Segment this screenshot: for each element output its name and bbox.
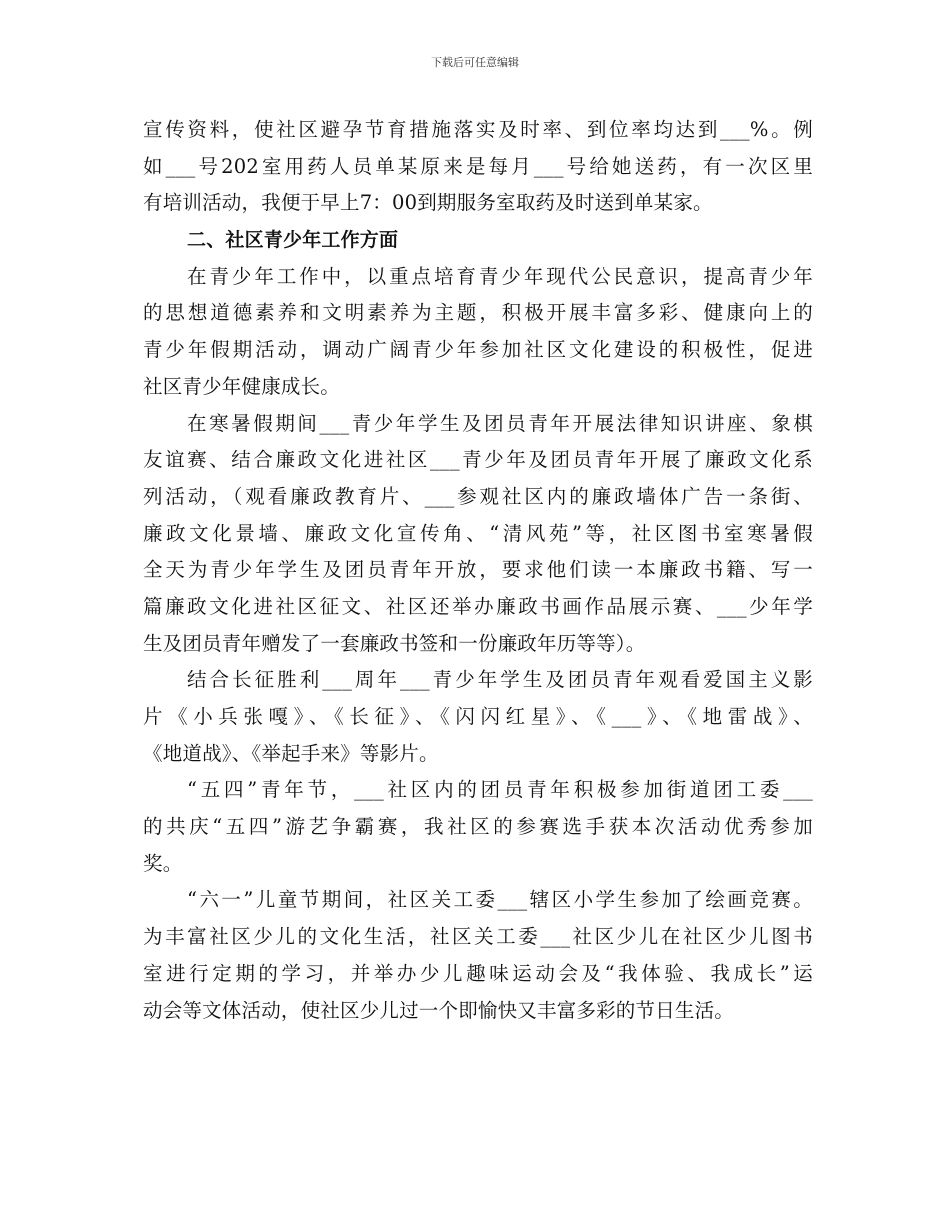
paragraph-line: 《地道战》、《举起手来》等影片。 bbox=[143, 741, 439, 765]
paragraph-line: “五四”青年节，___社区内的团员青年积极参加街道团工委___ bbox=[187, 778, 813, 802]
paragraph-line: 动会等文体活动，使社区少儿过一个即愉快又丰富多彩的节日生活。 bbox=[143, 998, 735, 1022]
paragraph-line: 如___号202室用药人员单某原来是每月___号给她送药，有一次区里 bbox=[143, 154, 813, 178]
paragraph-line: “六一”儿童节期间，社区关工委___辖区小学生参加了绘画竞赛。 bbox=[187, 888, 813, 912]
page-header: 下载后可任意编辑 bbox=[431, 56, 519, 69]
document-body bbox=[143, 112, 813, 1029]
paragraph-line: 生及团员青年赠发了一套廉政书签和一份廉政年历等等）。 bbox=[143, 631, 646, 655]
paragraph-line: 结合长征胜利___周年___青少年学生及团员青年观看爱国主义影 bbox=[187, 668, 813, 692]
paragraph-line: 篇廉政文化进社区征文、社区还举办廉政书画作品展示赛、___少年学 bbox=[143, 594, 813, 618]
paragraph-line: 有培训活动，我便于早上7：00到期服务室取药及时送到单某家。 bbox=[143, 191, 713, 215]
paragraph-line: 全天为青少年学生及团员青年开放，要求他们读一本廉政书籍、写一 bbox=[143, 558, 813, 582]
paragraph-line: 室进行定期的学习，并举办少儿趣味运动会及“我体验、我成长”运 bbox=[143, 961, 813, 985]
section-heading: 二、社区青少年工作方面 bbox=[187, 229, 399, 252]
paragraph-line: 在寒暑假期间___青少年学生及团员青年开展法律知识讲座、象棋 bbox=[187, 411, 813, 435]
paragraph-line: 在青少年工作中，以重点培育青少年现代公民意识，提高青少年 bbox=[187, 264, 813, 288]
paragraph-line: 片《小兵张嘎》、《长征》、《闪闪红星》、《___》、《地雷战》、 bbox=[143, 705, 813, 728]
paragraph-line: 宣传资料，使社区避孕节育措施落实及时率、到位率均达到___%。例 bbox=[143, 118, 813, 141]
paragraph-line: 廉政文化景墙、廉政文化宣传角、“清风苑”等，社区图书室寒暑假 bbox=[143, 521, 813, 545]
paragraph-line: 青少年假期活动，调动广阔青少年参加社区文化建设的积极性，促进 bbox=[143, 338, 813, 362]
paragraph-line: 奖。 bbox=[143, 851, 183, 875]
paragraph-line: 列活动，（观看廉政教育片、___参观社区内的廉政墙体广告一条街、 bbox=[143, 484, 813, 508]
paragraph-line: 的共庆“五四”游艺争霸赛，我社区的参赛选手获本次活动优秀参加 bbox=[143, 815, 813, 839]
paragraph-line: 的思想道德素养和文明素养为主题，积极开展丰富多彩、健康向上的 bbox=[143, 301, 813, 325]
paragraph-line: 为丰富社区少儿的文化生活，社区关工委___社区少儿在社区少儿图书 bbox=[143, 925, 813, 949]
paragraph-line: 社区青少年健康成长。 bbox=[143, 374, 341, 398]
paragraph-line: 友谊赛、结合廉政文化进社区___青少年及团员青年开展了廉政文化系 bbox=[143, 448, 813, 472]
